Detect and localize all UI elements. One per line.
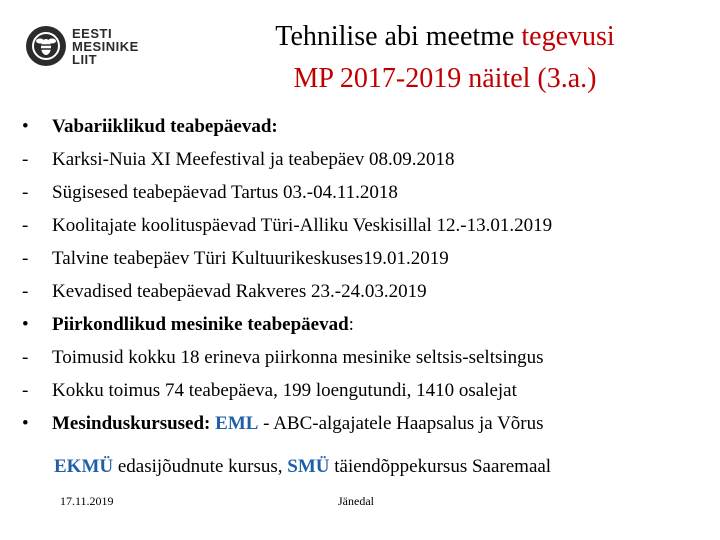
list-item — [22, 374, 552, 407]
title-part-1: Tehnilise abi meetme — [275, 21, 522, 52]
list-item — [22, 242, 552, 275]
list-item — [22, 143, 552, 176]
dash-marker: - — [22, 380, 29, 401]
dash-marker: - — [22, 215, 29, 236]
title-highlight-1: tegevusi — [521, 21, 615, 52]
footer-date: 17.11.2019 — [60, 494, 114, 508]
list-item — [22, 308, 552, 341]
footer-location: Jänedal — [338, 494, 374, 508]
title-highlight-2: MP 2017-2019 — [293, 63, 462, 94]
course-eml: EML — [215, 413, 259, 434]
logo — [26, 20, 166, 72]
list-item-courses — [22, 407, 552, 440]
item-text: Koolitajate koolituspäevad Türi-Alliku Veskisillal 12.-13.01.2019 — [52, 215, 553, 236]
list-item — [22, 209, 552, 242]
bullet-marker: • — [22, 116, 29, 137]
dash-marker: - — [22, 248, 29, 269]
item-text: Sügisesed teabepäevad Tartus 03.-04.11.2018 — [52, 182, 398, 203]
list-item — [22, 176, 552, 209]
title-part-2: näitel (3.a.) — [461, 63, 597, 94]
item-suffix: : — [348, 314, 354, 335]
item-text: Kokku toimus 74 teabepäeva, 199 loengutundi, 1410 osalejat — [52, 380, 517, 401]
dash-marker: - — [22, 281, 29, 302]
dash-marker: - — [22, 182, 29, 203]
item-text: Talvine teabepäev Türi Kultuurikeskuses19.01.2019 — [52, 248, 449, 269]
item-text: Toimusid kokku 18 erineva piirkonna mesinike seltsis-seltsingus — [52, 347, 544, 368]
logo-line-3: LIIT — [72, 51, 98, 67]
course-eml-text: - ABC-algajatele Haapsalus ja Võrus — [258, 413, 544, 434]
item-text: Vabariiklikud teabepäevad: — [52, 116, 278, 137]
courses-label: Mesinduskursused: — [52, 413, 211, 434]
course-smu-text: täiendõppekursus Saaremaal — [329, 456, 552, 477]
list-item — [22, 275, 552, 308]
item-text: Kevadised teabepäevad Rakveres 23.-24.03.2019 — [52, 281, 427, 302]
course-ekmu: EKMÜ — [54, 456, 114, 477]
item-text: Piirkondlikud mesinike teabepäevad — [52, 314, 349, 335]
dash-marker: - — [22, 347, 29, 368]
slide-title — [190, 16, 700, 100]
dash-marker: - — [22, 149, 29, 170]
logo-text — [72, 27, 139, 66]
logo-line-1: EESTI — [72, 25, 113, 41]
bullet-marker: • — [22, 314, 29, 335]
bullet-marker: • — [22, 413, 29, 434]
bullet-list — [22, 110, 552, 440]
bee-emblem-icon — [26, 26, 66, 66]
course-smu: SMÜ — [287, 456, 330, 477]
course-ekmu-text: edasijõudnute kursus, — [113, 456, 288, 477]
logo-line-2: MESINIKE — [72, 38, 139, 54]
list-item — [22, 110, 552, 143]
list-item — [22, 341, 552, 374]
courses-continuation — [54, 452, 551, 482]
item-text: Karksi-Nuia XI Meefestival ja teabepäev 08.09.2018 — [52, 149, 455, 170]
